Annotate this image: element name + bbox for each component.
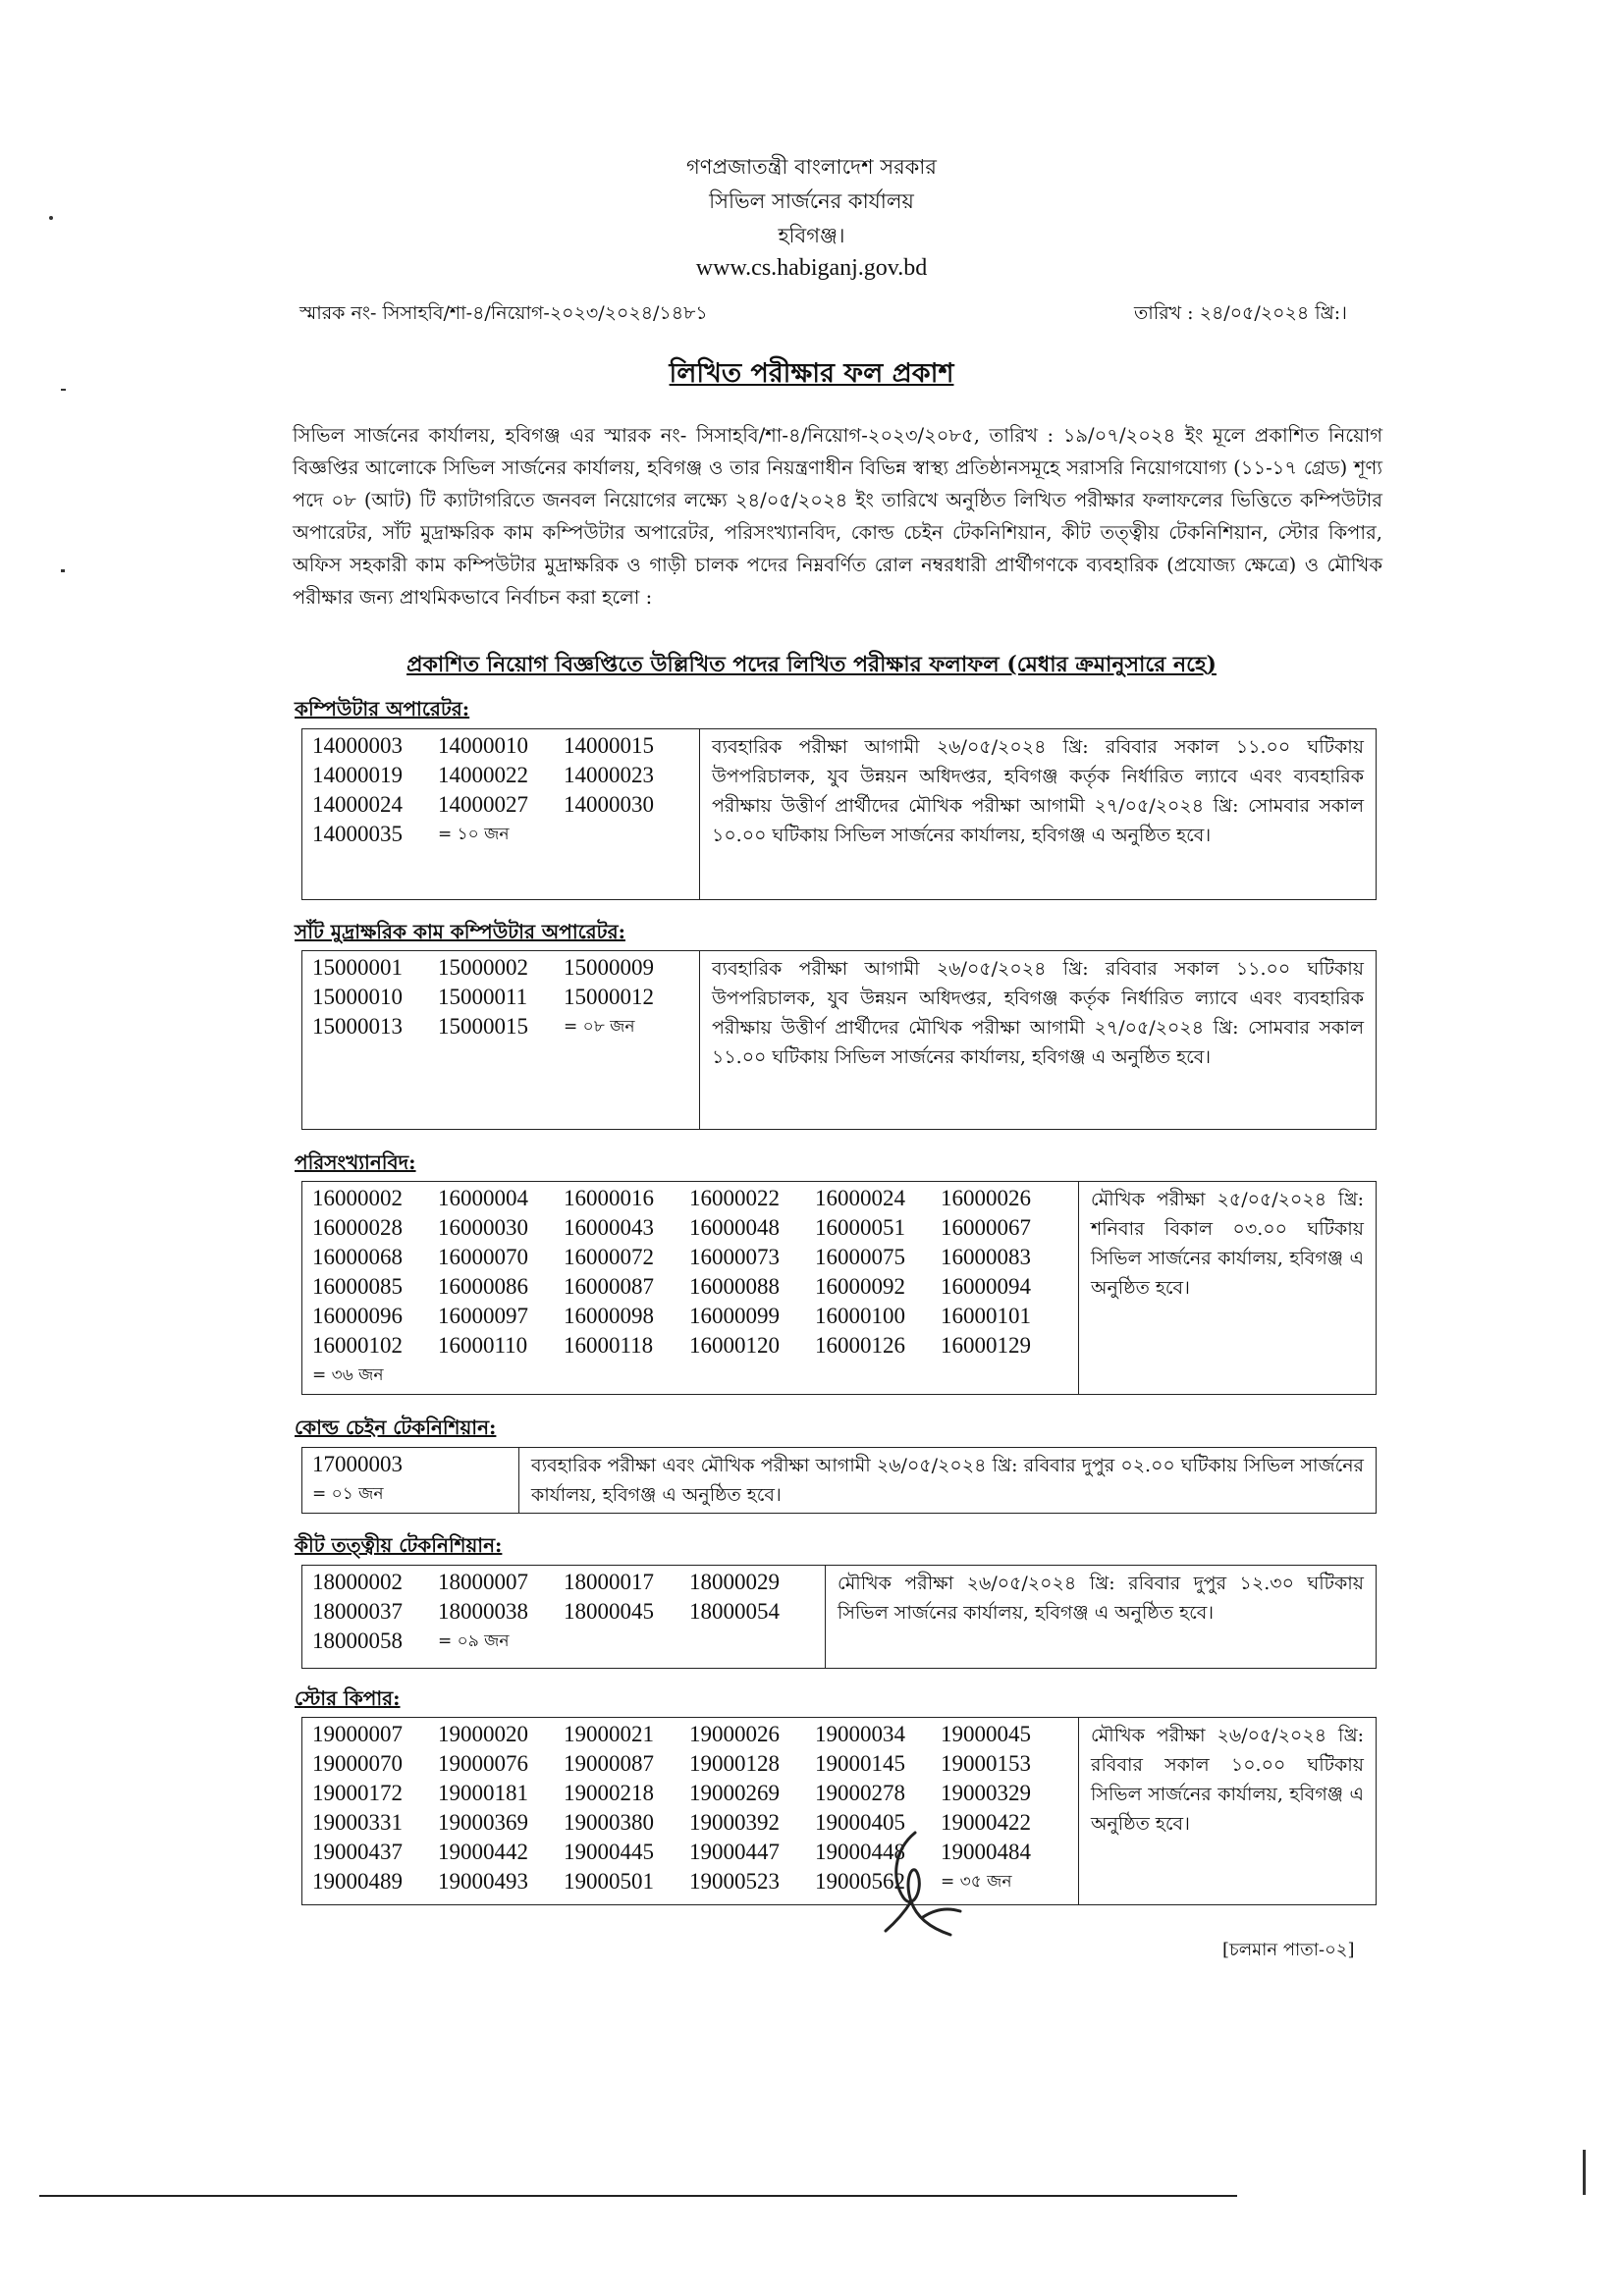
roll-number: 19000153 xyxy=(941,1751,1031,1776)
roll-number: 16000026 xyxy=(941,1186,1031,1210)
roll-number: 14000003 xyxy=(312,733,403,758)
roll-number: 19000007 xyxy=(312,1722,403,1746)
roll-number: 19000087 xyxy=(564,1751,654,1776)
scan-dot xyxy=(61,569,65,572)
roll-row xyxy=(312,1302,1068,1331)
exam-schedule-note: মৌখিক পরীক্ষা ২৬/০৫/২০২৪ খ্রি: রবিবার দুপুর ১২.৩০ ঘটিকায় সিভিল সার্জনের কার্যালয়, হবিগঞ্জ এ অনুষ্ঠিত হবে। xyxy=(826,1566,1377,1669)
roll-number: 15000012 xyxy=(564,985,654,1009)
roll-row xyxy=(312,1720,1068,1749)
roll-number: 19000369 xyxy=(438,1810,528,1835)
roll-number: 16000096 xyxy=(312,1304,403,1328)
roll-number: 16000102 xyxy=(312,1333,403,1358)
roll-row xyxy=(312,1331,1068,1361)
memo-number: স্মারক নং- সিসাহবি/শা-৪/নিয়োগ-২০২৩/২০২৪/১৪৮১ xyxy=(299,302,708,324)
roll-number: 19000034 xyxy=(815,1722,905,1746)
roll-number: 16000022 xyxy=(689,1186,780,1210)
roll-number: 15000010 xyxy=(312,985,403,1009)
roll-number: 19000493 xyxy=(438,1869,528,1894)
roll-number: 19000070 xyxy=(312,1751,403,1776)
roll-number: 16000099 xyxy=(689,1304,780,1328)
roll-number: 16000051 xyxy=(815,1215,905,1240)
roll-number: 16000070 xyxy=(438,1245,528,1269)
roll-row xyxy=(312,761,689,790)
roll-number: 19000329 xyxy=(941,1781,1031,1805)
roll-number: 18000029 xyxy=(689,1570,780,1594)
roll-number: 18000002 xyxy=(312,1570,403,1594)
section-heading-computer-operator: কম্পিউটার অপারেটর: xyxy=(295,697,470,721)
roll-number: 19000021 xyxy=(564,1722,654,1746)
roll-row xyxy=(312,1272,1068,1302)
roll-number: 14000022 xyxy=(438,763,528,787)
roll-number: 19000145 xyxy=(815,1751,905,1776)
scan-edge-mark xyxy=(1583,2150,1586,2195)
roll-number: 17000003 xyxy=(312,1452,403,1476)
roll-row xyxy=(312,1243,1068,1272)
roll-row xyxy=(312,983,689,1012)
roll-number: 16000016 xyxy=(564,1186,654,1210)
roll-number: 19000076 xyxy=(438,1751,528,1776)
roll-number: 16000129 xyxy=(941,1333,1031,1358)
roll-number: 19000405 xyxy=(815,1810,905,1835)
roll-number: 16000024 xyxy=(815,1186,905,1210)
roll-number: 16000092 xyxy=(815,1274,905,1299)
roll-number: 19000172 xyxy=(312,1781,403,1805)
roll-number: 16000073 xyxy=(689,1245,780,1269)
roll-number: 19000562 xyxy=(815,1869,905,1894)
roll-number: 16000118 xyxy=(564,1333,654,1358)
roll-list xyxy=(302,729,700,900)
roll-number: 19000489 xyxy=(312,1869,403,1894)
roll-number: 16000094 xyxy=(941,1274,1031,1299)
section-heading-steno-computer-operator: সাঁট মুদ্রাক্ষরিক কাম কম্পিউটার অপারেটর: xyxy=(295,920,625,943)
candidate-total: = ১০ জন xyxy=(438,825,510,844)
roll-row xyxy=(312,820,689,849)
roll-row xyxy=(312,1749,1068,1779)
roll-number: 16000087 xyxy=(564,1274,654,1299)
roll-number: 16000110 xyxy=(438,1333,528,1358)
roll-number: 15000013 xyxy=(312,1014,403,1039)
roll-row xyxy=(312,953,689,983)
roll-number: 16000120 xyxy=(689,1333,780,1358)
roll-row xyxy=(312,1597,815,1627)
results-subtitle: প্রকাশিত নিয়োগ বিজ্ঞপ্তিতে উল্লিখিত পদের লিখিত পরীক্ষার ফলাফল (মেধার ক্রমানুসারে নহে) xyxy=(406,652,1217,677)
roll-number: 14000027 xyxy=(438,792,528,817)
roll-number: 18000058 xyxy=(312,1629,403,1653)
exam-schedule-note: ব্যবহারিক পরীক্ষা আগামী ২৬/০৫/২০২৪ খ্রি: রবিবার সকাল ১১.০০ ঘটিকায় উপপরিচালক, যুব উন্নয়ন অধিদপ্তর, হবিগঞ্জ কর্তৃক নির্ধারিত ল্যাবে এবং ব্যবহারিক পরীক্ষায় উত্তীর্ণ প্রার্থীদের মৌখিক পরীক্ষা আগামী ২৭/০৫/২০২৪ খ্রি: সোমবার সকাল ১১.০০ ঘটিকায় সিভিল সার্জনের কার্যালয়, হবিগঞ্জ এ অনুষ্ঠিত হবে। xyxy=(700,951,1377,1130)
intro-paragraph: সিভিল সার্জনের কার্যালয়, হবিগঞ্জ এর স্মারক নং- সিসাহবি/শা-৪/নিয়োগ-২০২৩/২০৮৫, তারিখ : ১৯/০৭/২০২৪ ইং মূলে প্রকাশিত নিয়োগ বিজ্ঞপ্তির আলোকে সিভিল সার্জনের কার্যালয়, হবিগঞ্জ ও তার নিয়ন্ত্রণাধীন বিভিন্ন স্বাস্থ্য প্রতিষ্ঠানসমূহে সরাসরি নিয়োগযোগ্য (১১-১৭ গ্রেড) শূণ্য পদে ০৮ (আট) টি ক্যাটাগরিতে জনবল নিয়োগের লক্ষ্যে ২৪/০৫/২০২৪ ইং তারিখে অনুষ্ঠিত লিখিত পরীক্ষার ফলাফলের ভিত্তিতে কম্পিউটার অপারেটর, সাঁট মুদ্রাক্ষরিক কাম কম্পিউটার অপারেটর, পরিসংখ্যানবিদ, কোল্ড চেইন টেকনিশিয়ান, কীট তত্ত্বীয় টেকনিশিয়ান, স্টোর কিপার, অফিস সহকারী কাম কম্পিউটার মুদ্রাক্ষরিক ও গাড়ী চালক পদের নিম্নবর্ণিত রোল নম্বরধারী প্রার্থীগণকে ব্যবহারিক (প্রযোজ্য ক্ষেত্রে) ও মৌখিক পরীক্ষার জন্য প্রাথমিকভাবে নির্বাচন করা হলো : xyxy=(293,424,1382,609)
roll-row xyxy=(312,1450,509,1479)
roll-number: 16000085 xyxy=(312,1274,403,1299)
candidate-total: = ০৯ জন xyxy=(438,1631,510,1651)
roll-number: 16000101 xyxy=(941,1304,1031,1328)
roll-list xyxy=(302,1566,826,1669)
roll-number: 19000045 xyxy=(941,1722,1031,1746)
roll-row xyxy=(312,1779,1068,1808)
office-website[interactable]: www.cs.habiganj.gov.bd xyxy=(695,255,928,281)
roll-number: 19000380 xyxy=(564,1810,654,1835)
roll-number: 19000445 xyxy=(564,1840,654,1864)
roll-number: 14000030 xyxy=(564,792,654,817)
roll-number: 16000002 xyxy=(312,1186,403,1210)
candidate-total: = ০৮ জন xyxy=(564,1017,635,1037)
roll-number: 16000067 xyxy=(941,1215,1031,1240)
roll-row xyxy=(312,731,689,761)
roll-number: 18000007 xyxy=(438,1570,528,1594)
roll-number: 19000331 xyxy=(312,1810,403,1835)
govt-name: গণপ্রজাতন্ত্রী বাংলাদেশ সরকার xyxy=(686,155,937,179)
roll-number: 15000001 xyxy=(312,955,403,980)
roll-row xyxy=(312,1184,1068,1213)
scan-dot xyxy=(49,216,53,220)
roll-number: 16000083 xyxy=(941,1245,1031,1269)
roll-row xyxy=(312,1012,689,1041)
roll-number: 19000181 xyxy=(438,1781,528,1805)
roll-row xyxy=(312,790,689,820)
roll-number: 16000028 xyxy=(312,1215,403,1240)
roll-number: 15000011 xyxy=(438,985,528,1009)
roll-number: 16000126 xyxy=(815,1333,905,1358)
roll-number: 15000009 xyxy=(564,955,654,980)
roll-number: 19000447 xyxy=(689,1840,780,1864)
roll-number: 19000448 xyxy=(815,1840,905,1864)
roll-number: 19000128 xyxy=(689,1751,780,1776)
scan-dot xyxy=(61,389,66,391)
roll-number: 19000278 xyxy=(815,1781,905,1805)
results-table-computer-operator xyxy=(301,728,1377,900)
roll-number: 19000523 xyxy=(689,1869,780,1894)
results-table-steno-computer-operator xyxy=(301,950,1377,1130)
roll-number: 16000098 xyxy=(564,1304,654,1328)
results-table-entomology-technician xyxy=(301,1565,1377,1669)
roll-number: 16000075 xyxy=(815,1245,905,1269)
roll-number: 16000004 xyxy=(438,1186,528,1210)
roll-number: 14000010 xyxy=(438,733,528,758)
roll-number: 16000048 xyxy=(689,1215,780,1240)
roll-number: 18000038 xyxy=(438,1599,528,1624)
roll-row xyxy=(312,1213,1068,1243)
signature xyxy=(864,1821,992,1949)
results-table-store-keeper xyxy=(301,1717,1377,1905)
candidate-total: = ০১ জন xyxy=(312,1484,384,1504)
roll-number: 19000484 xyxy=(941,1840,1031,1864)
roll-list xyxy=(302,951,700,1130)
roll-number: 19000269 xyxy=(689,1781,780,1805)
roll-number: 16000072 xyxy=(564,1245,654,1269)
office-name: সিভিল সার্জনের কার্যালয় xyxy=(709,189,914,213)
roll-number: 19000501 xyxy=(564,1869,654,1894)
roll-number: 14000019 xyxy=(312,763,403,787)
exam-schedule-note: ব্যবহারিক পরীক্ষা এবং মৌখিক পরীক্ষা আগামী ২৬/০৫/২০২৪ খ্রি: রবিবার দুপুর ০২.০০ ঘটিকায় সিভিল সার্জনের কার্যালয়, হবিগঞ্জ এ অনুষ্ঠিত হবে। xyxy=(519,1448,1377,1514)
roll-list xyxy=(302,1182,1079,1395)
roll-number: 16000086 xyxy=(438,1274,528,1299)
candidate-total: = ৩৫ জন xyxy=(941,1872,1012,1892)
roll-number: 19000020 xyxy=(438,1722,528,1746)
roll-number: 19000392 xyxy=(689,1810,780,1835)
section-heading-cold-chain-technician: কোল্ড চেইন টেকনিশিয়ান: xyxy=(295,1415,497,1439)
roll-number: 16000100 xyxy=(815,1304,905,1328)
roll-number: 16000030 xyxy=(438,1215,528,1240)
roll-number: 14000035 xyxy=(312,822,403,846)
roll-list xyxy=(302,1448,519,1514)
roll-number: 19000437 xyxy=(312,1840,403,1864)
candidate-total: = ৩৬ জন xyxy=(312,1365,384,1385)
bottom-rule xyxy=(39,2195,1237,2197)
roll-number: 18000045 xyxy=(564,1599,654,1624)
roll-number: 14000015 xyxy=(564,733,654,758)
section-heading-statistician: পরিসংখ্যানবিদ: xyxy=(295,1150,416,1174)
office-location: হবিগঞ্জ। xyxy=(778,224,845,247)
results-table-cold-chain-technician xyxy=(301,1447,1377,1514)
roll-number: 14000023 xyxy=(564,763,654,787)
roll-number: 15000015 xyxy=(438,1014,528,1039)
roll-number: 15000002 xyxy=(438,955,528,980)
roll-number: 19000218 xyxy=(564,1781,654,1805)
roll-number: 16000088 xyxy=(689,1274,780,1299)
roll-number: 18000017 xyxy=(564,1570,654,1594)
roll-row xyxy=(312,1568,815,1597)
page-title: লিখিত পরীক্ষার ফল প্রকাশ xyxy=(669,358,954,389)
roll-row xyxy=(312,1627,815,1656)
roll-number: 18000037 xyxy=(312,1599,403,1624)
exam-schedule-note: ব্যবহারিক পরীক্ষা আগামী ২৬/০৫/২০২৪ খ্রি: রবিবার সকাল ১১.০০ ঘটিকায় উপপরিচালক, যুব উন্নয়ন অধিদপ্তর, হবিগঞ্জ কর্তৃক নির্ধারিত ল্যাবে এবং ব্যবহারিক পরীক্ষায় উত্তীর্ণ প্রার্থীদের মৌখিক পরীক্ষা আগামী ২৭/০৫/২০২৪ খ্রি: সোমবার সকাল ১০.০০ ঘটিকায় সিভিল সার্জনের কার্যালয়, হবিগঞ্জ এ অনুষ্ঠিত হবে। xyxy=(700,729,1377,900)
section-heading-entomology-technician: কীট তত্ত্বীয় টেকনিশিয়ান: xyxy=(295,1533,503,1557)
roll-number: 16000068 xyxy=(312,1245,403,1269)
exam-schedule-note: মৌখিক পরীক্ষা ২৬/০৫/২০২৪ খ্রি: রবিবার সকাল ১০.০০ ঘটিকায় সিভিল সার্জনের কার্যালয়, হবিগঞ্জ এ অনুষ্ঠিত হবে। xyxy=(1079,1718,1377,1905)
roll-number: 14000024 xyxy=(312,792,403,817)
exam-schedule-note: মৌখিক পরীক্ষা ২৫/০৫/২০২৪ খ্রি: শনিবার বিকাল ০৩.০০ ঘটিকায় সিভিল সার্জনের কার্যালয়, হবিগঞ্জ এ অনুষ্ঠিত হবে। xyxy=(1079,1182,1377,1395)
section-heading-store-keeper: স্টোর কিপার: xyxy=(295,1686,401,1710)
roll-number: 16000043 xyxy=(564,1215,654,1240)
results-table-statistician xyxy=(301,1181,1377,1395)
roll-number: 19000422 xyxy=(941,1810,1031,1835)
roll-number: 18000054 xyxy=(689,1599,780,1624)
memo-date: তারিখ : ২৪/০৫/২০২৪ খ্রি:। xyxy=(1134,302,1347,324)
page-continuation-label: [চলমান পাতা-০২] xyxy=(1222,1940,1355,1960)
roll-number: 16000097 xyxy=(438,1304,528,1328)
roll-number: 19000026 xyxy=(689,1722,780,1746)
roll-number: 19000442 xyxy=(438,1840,528,1864)
